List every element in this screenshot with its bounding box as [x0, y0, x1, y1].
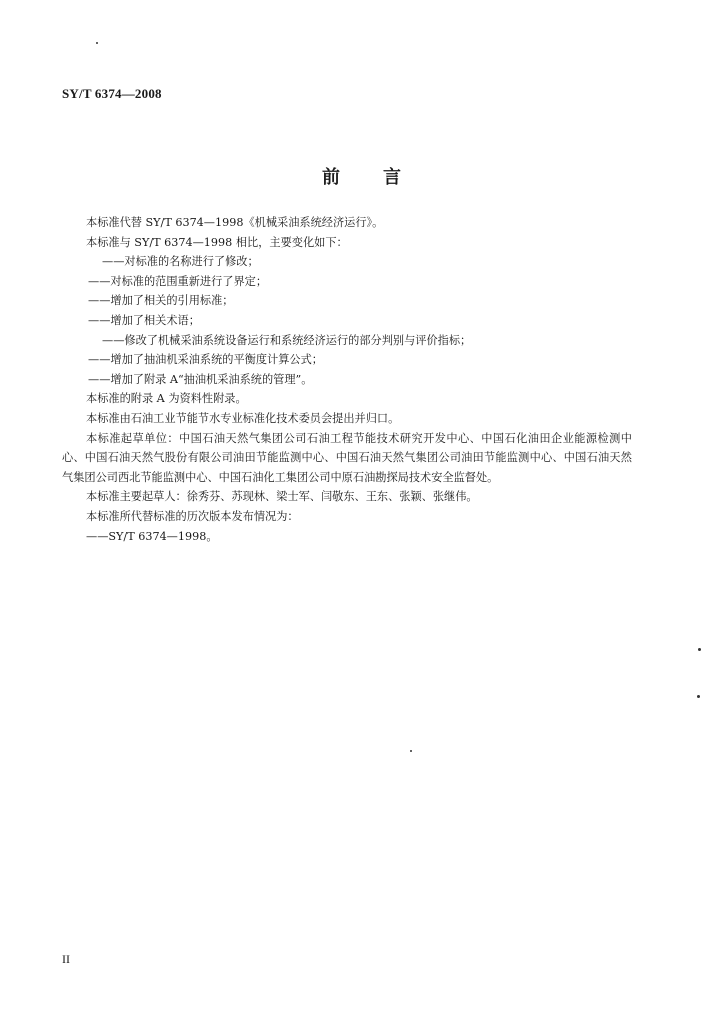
scan-speck	[697, 695, 700, 698]
text-line: 本标准与 SY/T 6374—1998 相比，主要变化如下：	[86, 235, 348, 249]
list-item: ——对标准的名称进行了修改；	[102, 255, 259, 269]
page-number: II	[62, 952, 70, 966]
list-item: ——增加了相关的引用标准；	[88, 294, 234, 308]
drafting-units-paragraph: 本标准起草单位：中国石油天然气集团公司石油工程节能技术研究开发中心、中国石化油田企业能源检测中心、中国石油天然气股份有限公司油田节能监测中心、中国石油天然气集团公司油田节能监测中心、中国石油天然气集团公司西北节能监测中心、中国石油化工集团公司中原石油勘探局技术安全监督处。	[62, 431, 632, 484]
scan-speck	[698, 648, 701, 651]
scan-speck	[410, 750, 412, 752]
standard-code: SY/T 6374—2008	[62, 86, 162, 101]
text-line: 本标准由石油工业节能节水专业标准化技术委员会提出并归口。	[86, 411, 400, 425]
page-title	[0, 163, 724, 189]
text-line: 本标准所代替标准的历次版本发布情况为：	[86, 509, 299, 523]
list-item: ——SY/T 6374—1998。	[86, 529, 218, 543]
foreword-body	[62, 213, 632, 546]
list-item: ——增加了附录 A“抽油机采油系统的管理”。	[88, 372, 313, 386]
title-char-2: 言	[383, 167, 402, 188]
scan-speck	[96, 42, 98, 44]
text-line: 本标准的附录 A 为资料性附录。	[86, 392, 247, 406]
list-item: ——对标准的范围重新进行了界定；	[88, 274, 268, 288]
list-item: ——增加了相关术语；	[88, 313, 200, 327]
list-item: ——修改了机械采油系统设备运行和系统经济运行的部分判别与评价指标；	[102, 333, 472, 347]
text-line: 本标准主要起草人：徐秀芬、苏现林、梁士军、闫敬东、王东、张颖、张继伟。	[86, 490, 478, 504]
list-item: ——增加了抽油机采油系统的平衡度计算公式；	[88, 353, 323, 367]
title-char-1: 前	[322, 167, 341, 188]
text-line: 本标准代替 SY/T 6374—1998《机械采油系统经济运行》。	[86, 216, 384, 229]
